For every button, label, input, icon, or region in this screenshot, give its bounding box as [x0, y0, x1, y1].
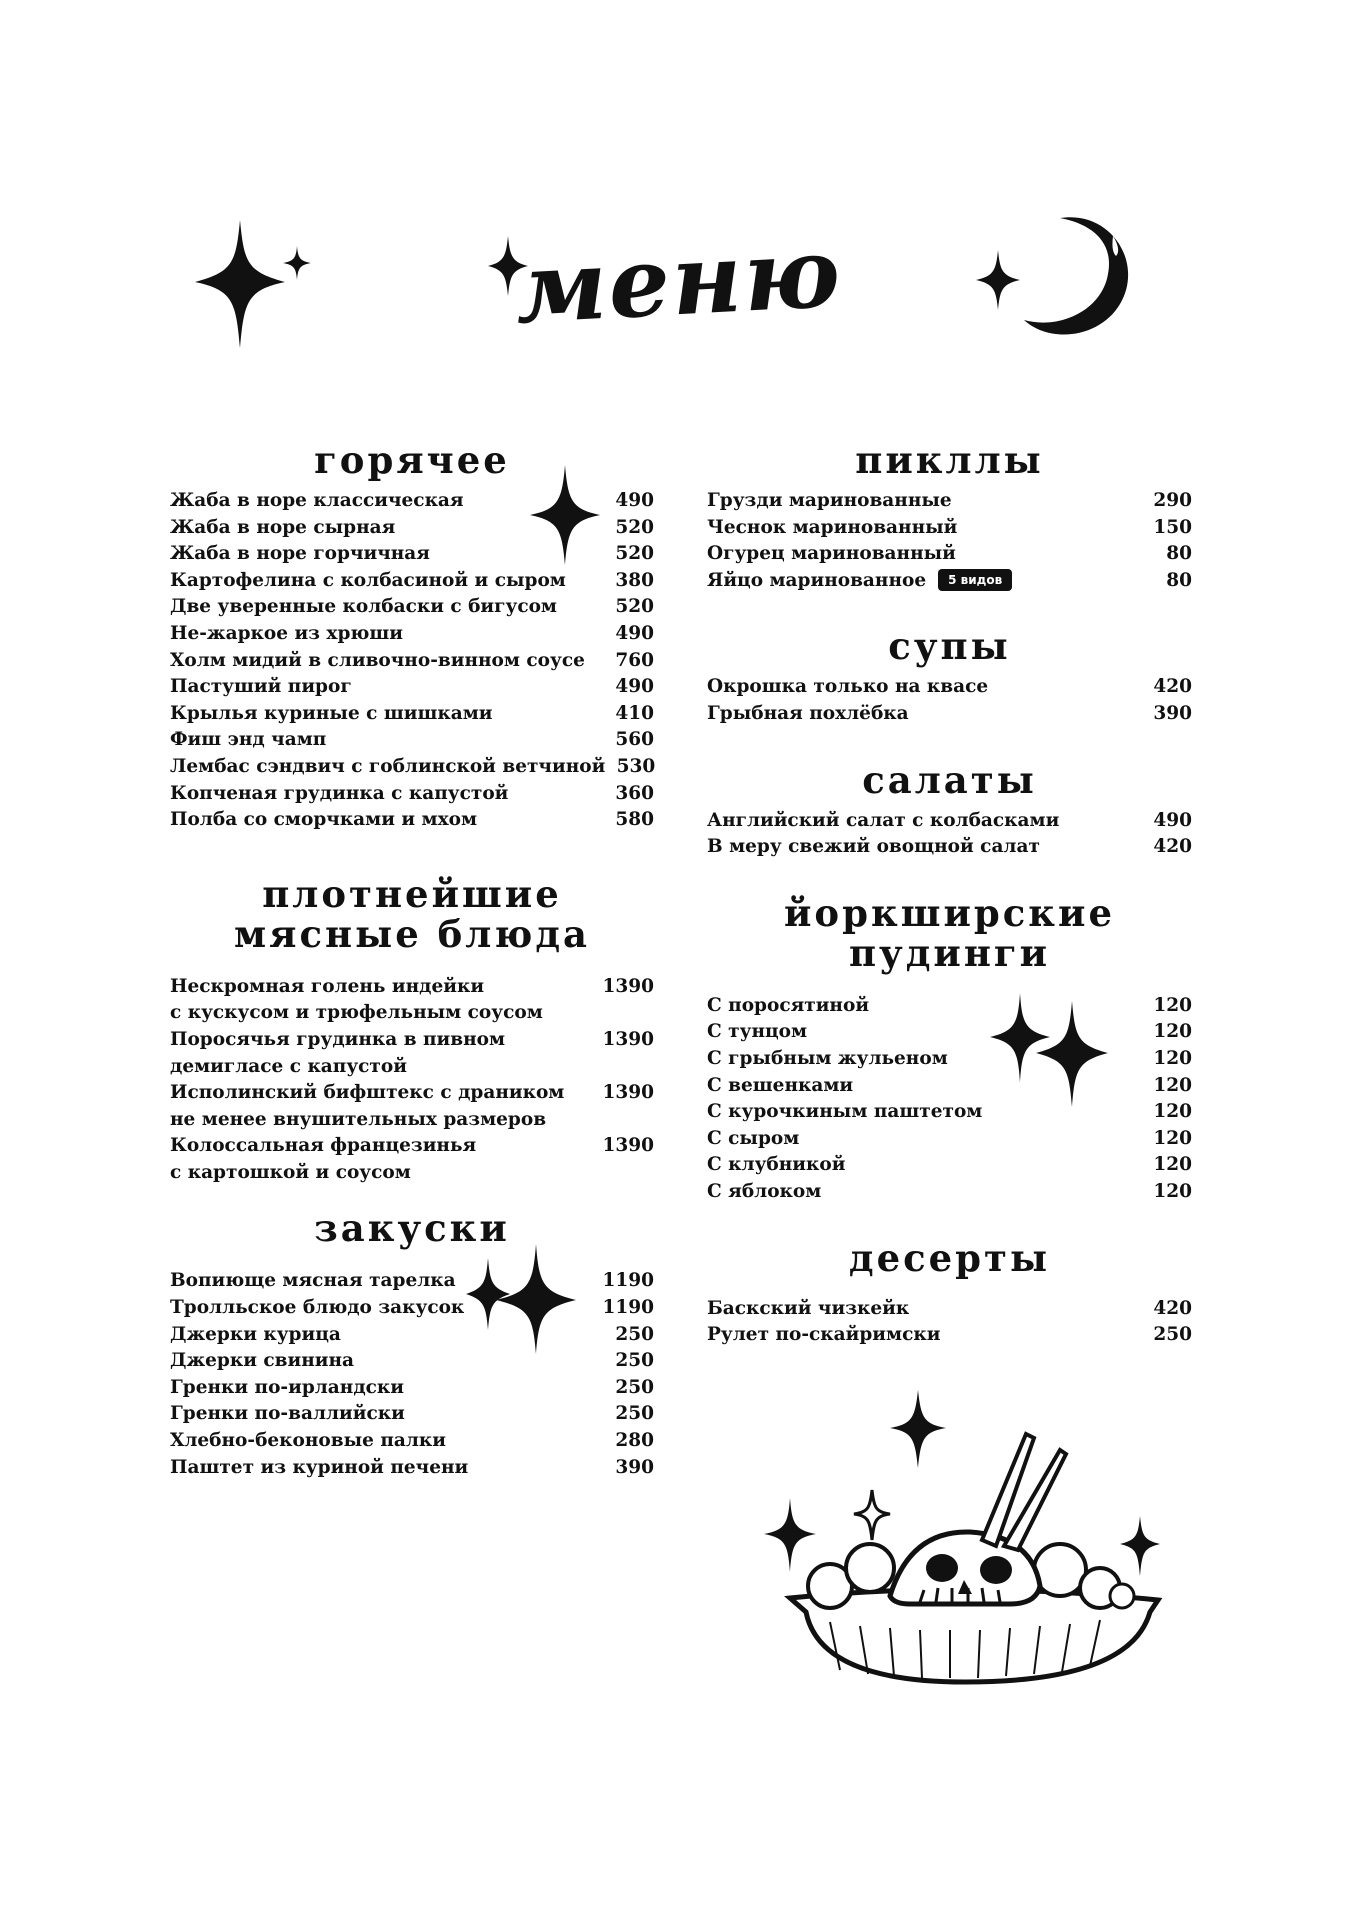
item-name: Жаба в норе классическая	[170, 490, 464, 511]
section-desserts	[707, 1235, 1192, 1349]
section-salads	[707, 757, 1192, 861]
menu-item	[707, 1099, 1192, 1126]
menu-item	[707, 674, 1192, 701]
menu-item	[707, 1073, 1192, 1100]
menu-list	[707, 808, 1192, 861]
section-heading: десерты	[848, 1235, 1051, 1280]
menu-list	[170, 488, 654, 834]
item-price: 1390	[602, 975, 654, 997]
section-meat	[170, 871, 654, 1187]
item-name	[170, 1080, 564, 1133]
item-price: 380	[615, 569, 654, 591]
sparkle-star-icon	[976, 250, 1020, 310]
item-name: Джерки курица	[170, 1323, 341, 1345]
item-price: 490	[615, 622, 654, 644]
item-name: В меру свежий овощной салат	[707, 836, 1040, 858]
heading-line: пудинги	[848, 930, 1051, 975]
menu-item	[707, 1046, 1192, 1073]
item-price: 1190	[602, 1270, 654, 1292]
section-heading: супы	[888, 624, 1011, 669]
item-price: 80	[1166, 543, 1192, 565]
menu-list	[707, 488, 1192, 594]
menu-item	[170, 1401, 654, 1428]
item-name	[170, 974, 543, 1027]
menu-item	[170, 727, 654, 754]
item-name: Полба со сморчками и мхом	[170, 809, 478, 831]
crescent-moon-icon	[1020, 212, 1140, 342]
item-name: Копченая грудинка с капустой	[170, 782, 509, 804]
menu-item	[707, 1126, 1192, 1153]
section-snacks	[170, 1208, 654, 1481]
section-heading	[170, 871, 654, 956]
menu-item	[707, 568, 1192, 595]
menu-item	[170, 781, 654, 808]
item-price: 520	[615, 596, 654, 618]
section-hot	[170, 440, 654, 834]
item-price: 420	[1153, 1297, 1192, 1319]
item-name: С грыбным жульеном	[707, 1047, 948, 1069]
item-name: С вешенками	[707, 1074, 854, 1096]
menu-item	[170, 515, 654, 542]
menu-item	[707, 515, 1192, 542]
menu-list	[170, 1268, 654, 1481]
item-price: 250	[615, 1323, 654, 1345]
menu-item	[170, 1375, 654, 1402]
menu-item	[170, 568, 654, 595]
item-name: Лембас сэндвич с гоблинской ветчиной	[170, 755, 606, 777]
menu-item	[170, 1295, 654, 1322]
menu-item	[707, 808, 1192, 835]
section-heading: пикллы	[855, 438, 1044, 482]
item-name	[170, 1133, 476, 1186]
menu-item	[707, 1322, 1192, 1349]
item-name: Гренки по-ирландски	[170, 1376, 405, 1398]
item-price: 490	[1153, 809, 1192, 831]
item-name-line: Нескромная голень индейки	[170, 975, 485, 997]
item-price: 250	[1153, 1324, 1192, 1346]
page-title: меню	[512, 215, 845, 346]
item-name: Рулет по-скайримски	[707, 1324, 941, 1346]
item-name: Фиш энд чамп	[170, 729, 327, 751]
section-heading: закуски	[314, 1206, 510, 1251]
item-price: 250	[615, 1350, 654, 1372]
right-column	[707, 440, 1192, 1349]
menu-item	[707, 834, 1192, 861]
item-name	[170, 1027, 505, 1080]
item-price: 120	[1153, 994, 1192, 1016]
menu-item	[707, 701, 1192, 728]
menu-item	[170, 488, 654, 515]
menu-item	[170, 621, 654, 648]
item-price: 1390	[602, 1082, 654, 1104]
item-price: 410	[615, 702, 654, 724]
menu-item	[707, 1296, 1192, 1323]
section-heading: салаты	[862, 757, 1037, 802]
item-price: 360	[615, 782, 654, 804]
item-name: Жаба в норе горчичная	[170, 543, 430, 565]
item-name-line: с картошкой и соусом	[170, 1161, 411, 1183]
menu-item	[170, 1268, 654, 1295]
menu-item	[707, 1019, 1192, 1046]
item-name: Жаба в норе сырная	[170, 516, 396, 538]
heading-line: мясные блюда	[234, 911, 590, 956]
item-price: 580	[615, 809, 654, 831]
menu-item	[170, 807, 654, 834]
item-price: 420	[1153, 676, 1192, 698]
variants-badge: 5 видов	[938, 569, 1012, 591]
menu-item	[170, 701, 654, 728]
item-name-line: Исполинский бифштекс с драником	[170, 1082, 565, 1104]
item-name: Тролльское блюдо закусок	[170, 1297, 465, 1319]
item-name: Окрошка только на квасе	[707, 676, 989, 698]
item-price: 390	[615, 1456, 654, 1478]
item-name: С яблоком	[707, 1180, 822, 1202]
item-price: 420	[1153, 836, 1192, 858]
item-name-line: не менее внушительных размеров	[170, 1108, 547, 1130]
item-price: 120	[1153, 1021, 1192, 1043]
heading-line: плотнейшие	[262, 871, 562, 916]
section-heading	[707, 890, 1192, 975]
item-price: 530	[616, 755, 656, 777]
item-price: 280	[615, 1430, 654, 1452]
item-price: 80	[1166, 569, 1192, 591]
item-name: Джерки свинина	[170, 1350, 354, 1372]
item-price: 520	[615, 543, 654, 565]
item-name: Чеснок маринованный	[707, 516, 958, 538]
item-name: Холм мидий в сливочно-винном соусе	[170, 649, 585, 671]
item-price: 520	[615, 516, 654, 538]
item-price: 490	[615, 676, 654, 698]
item-price: 290	[1153, 490, 1192, 511]
item-price: 250	[615, 1376, 654, 1398]
section-heading: горячее	[314, 438, 510, 482]
item-name: Грузди маринованные	[707, 490, 952, 511]
menu-item	[170, 674, 654, 701]
menu-item	[707, 1152, 1192, 1179]
item-name-line: Поросячья грудинка в пивном	[170, 1028, 506, 1050]
item-name-line: Колоссальная францезинья	[170, 1135, 477, 1157]
item-price: 120	[1153, 1074, 1192, 1096]
item-price: 1390	[602, 1028, 654, 1050]
menu-item	[170, 1322, 654, 1349]
item-name	[707, 568, 1012, 595]
item-price: 120	[1153, 1180, 1192, 1202]
item-name: Две уверенные колбаски с бигусом	[170, 596, 558, 618]
left-column	[170, 440, 654, 1481]
menu-list	[707, 1296, 1192, 1349]
item-name: С клубникой	[707, 1154, 846, 1176]
item-name: Пастуший пирог	[170, 676, 352, 698]
item-price: 390	[1153, 702, 1192, 724]
menu-item	[170, 1348, 654, 1375]
item-price: 120	[1153, 1127, 1192, 1149]
menu-item	[707, 993, 1192, 1020]
item-name: С тунцом	[707, 1021, 808, 1043]
item-name: Паштет из куриной печени	[170, 1456, 469, 1478]
menu-list	[707, 674, 1192, 727]
item-name: Не-жаркое из хрюши	[170, 622, 403, 644]
section-pickles	[707, 440, 1192, 594]
heading-line: йоркширские	[783, 890, 1116, 935]
item-name: Баскский чизкейк	[707, 1297, 910, 1319]
item-price: 490	[615, 490, 654, 511]
section-soups	[707, 626, 1192, 727]
item-name-text: Яйцо маринованное	[707, 569, 927, 591]
item-price: 250	[615, 1403, 654, 1425]
item-price: 760	[615, 649, 654, 671]
menu-item	[170, 1027, 654, 1080]
menu-item	[170, 541, 654, 568]
item-price: 120	[1153, 1154, 1192, 1176]
item-name: С сыром	[707, 1127, 800, 1149]
item-price: 1190	[602, 1297, 654, 1319]
item-price: 560	[615, 729, 654, 751]
item-name: С курочкиным паштетом	[707, 1101, 983, 1123]
menu-item	[170, 1428, 654, 1455]
menu-item	[707, 541, 1192, 568]
section-puddings	[707, 890, 1192, 1206]
skull-dish-illustration-icon	[760, 1390, 1170, 1690]
item-name: С поросятиной	[707, 994, 870, 1016]
menu-item	[707, 488, 1192, 515]
item-name: Английский салат с колбасками	[707, 809, 1060, 831]
item-name-line: с кускусом и трюфельным соусом	[170, 1002, 543, 1024]
item-name-line: демигласе с капустой	[170, 1055, 407, 1077]
menu-item	[170, 1080, 654, 1133]
item-price: 1390	[602, 1135, 654, 1157]
item-name: Крылья куриные с шишками	[170, 702, 493, 724]
menu-list	[707, 993, 1192, 1206]
item-price: 120	[1153, 1101, 1192, 1123]
item-name: Грыбная похлёбка	[707, 702, 909, 724]
item-name: Вопиюще мясная тарелка	[170, 1270, 456, 1292]
item-name: Огурец маринованный	[707, 543, 956, 565]
menu-item	[170, 974, 654, 1027]
item-price: 120	[1153, 1047, 1192, 1069]
menu-item	[170, 594, 654, 621]
menu-list	[170, 974, 654, 1187]
menu-item	[707, 1179, 1192, 1206]
menu-item	[170, 1455, 654, 1482]
item-price: 150	[1153, 516, 1192, 538]
item-name: Картофелина с колбасиной и сыром	[170, 569, 566, 591]
item-name: Гренки по-валлийски	[170, 1403, 405, 1425]
menu-item	[170, 754, 654, 781]
item-name: Хлебно-беконовые палки	[170, 1430, 447, 1452]
menu-item	[170, 1133, 654, 1186]
menu-item	[170, 648, 654, 675]
